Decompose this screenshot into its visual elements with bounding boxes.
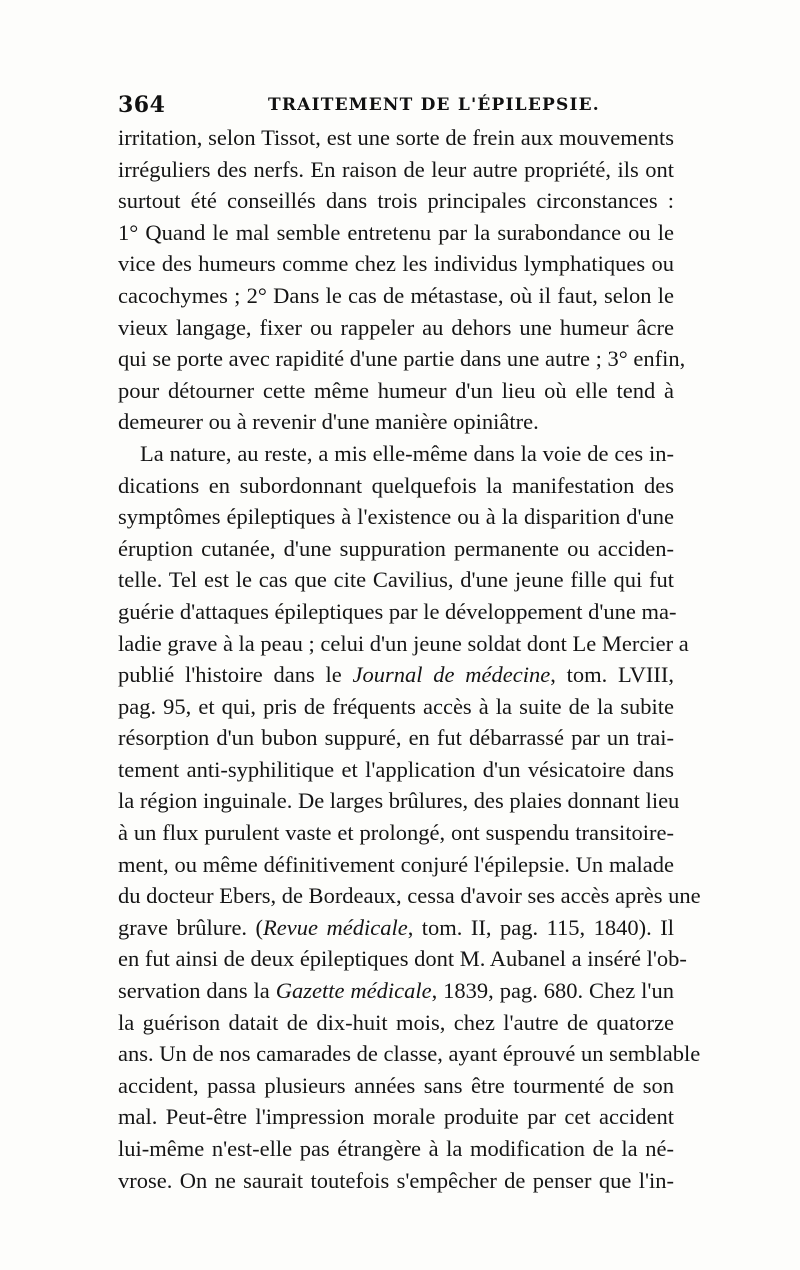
text-segment: irritation, selon Tissot, est une sorte de frein aux mouvements bbox=[118, 125, 674, 150]
text-line bbox=[118, 280, 674, 312]
text-line bbox=[118, 217, 674, 249]
text-segment: , tom. II, pag. 115, 1840). Il bbox=[407, 914, 674, 940]
text-segment: vrose. On ne saurait toutefois s'empêcher de penser que l'in- bbox=[118, 1167, 674, 1193]
text-segment: grave brûlure. ( bbox=[118, 914, 264, 940]
text-line bbox=[118, 122, 674, 154]
text-line bbox=[118, 754, 674, 786]
text-segment: ans. Un de nos camarades de classe, ayant éprouvé un semblable bbox=[118, 1041, 701, 1067]
text-line bbox=[118, 628, 689, 660]
text-segment: lui-même n'est-elle pas étrangère à la modification de la né- bbox=[118, 1136, 674, 1161]
text-line bbox=[118, 849, 674, 881]
text-segment: dications en subordonnant quelquefois la manifestation des bbox=[118, 472, 674, 498]
text-segment: tement anti-syphilitique et l'application d'un vésicatoire dans bbox=[118, 756, 674, 782]
text-line bbox=[118, 817, 674, 849]
text-line bbox=[118, 1007, 674, 1039]
text-segment: symptômes épileptiques à l'existence ou à la disparition d'une bbox=[118, 504, 674, 530]
text-segment: vieux langage, fixer ou rappeler au dehors une humeur âcre bbox=[118, 314, 674, 340]
text-line bbox=[118, 501, 674, 533]
text-line bbox=[118, 1101, 674, 1133]
text-segment: 1° Quand le mal semble entretenu par la surabondance ou le bbox=[118, 219, 674, 245]
text-segment: pour détourner cette même humeur d'un lieu où elle tend à bbox=[118, 377, 674, 403]
text-line bbox=[118, 438, 674, 470]
text-segment: mal. Peut-être l'impression morale produite par cet accident bbox=[118, 1104, 674, 1130]
text-line bbox=[118, 1133, 674, 1165]
text-segment: du docteur Ebers, de Bordeaux, cessa d'avoir ses accès après une bbox=[118, 883, 701, 909]
page-header bbox=[118, 92, 674, 120]
text-segment: ment, ou même définitivement conjuré l'épilepsie. Un malade bbox=[118, 851, 674, 877]
text-segment: résorption d'un bubon suppuré, en fut débarrassé par un trai- bbox=[118, 725, 674, 751]
text-line bbox=[118, 1070, 674, 1102]
text-line bbox=[118, 1038, 701, 1070]
text-segment: cacochymes ; 2° Dans le cas de métastase, où il faut, selon le bbox=[118, 282, 674, 308]
text-segment: pag. 95, et qui, pris de fréquents accès à la suite de la subite bbox=[118, 693, 674, 719]
text-line bbox=[118, 248, 674, 280]
text-segment: éruption cutanée, d'une suppuration permanente ou acciden- bbox=[118, 535, 674, 561]
text-line bbox=[118, 375, 674, 407]
text-line bbox=[118, 912, 674, 944]
text-line bbox=[118, 406, 674, 438]
italic-citation: Gazette médicale bbox=[275, 978, 432, 1004]
text-line bbox=[118, 785, 680, 817]
text-line bbox=[118, 533, 674, 565]
text-line bbox=[118, 659, 674, 691]
text-segment: telle. Tel est le cas que cite Cavilius, d'une jeune fille qui fut bbox=[118, 567, 674, 593]
page-number: 364 bbox=[118, 92, 166, 118]
text-segment: en fut ainsi de deux épileptiques dont M. Aubanel a inséré l'ob- bbox=[118, 946, 687, 972]
text-segment: guérie d'attaques épileptiques par le développement d'une ma- bbox=[118, 598, 677, 624]
text-segment: ladie grave à la peau ; celui d'un jeune soldat dont Le Mercier a bbox=[118, 630, 689, 656]
text-line bbox=[118, 880, 701, 912]
text-line bbox=[118, 691, 674, 723]
text-line bbox=[118, 312, 674, 344]
text-segment: irréguliers des nerfs. En raison de leur autre propriété, ils ont bbox=[118, 156, 674, 182]
text-segment: La nature, au reste, a mis elle-même dans la voie de ces in- bbox=[140, 440, 674, 466]
text-line bbox=[118, 1165, 674, 1197]
text-segment: demeurer ou à revenir d'une manière opiniâtre. bbox=[118, 409, 539, 435]
text-line bbox=[118, 343, 686, 375]
text-segment: surtout été conseillés dans trois principales circonstances : bbox=[118, 188, 674, 214]
text-line bbox=[118, 943, 687, 975]
text-segment: vice des humeurs comme chez les individus lymphatiques ou bbox=[118, 251, 674, 277]
running-title: TRAITEMENT DE L'ÉPILEPSIE. bbox=[268, 95, 600, 115]
text-segment: à un flux purulent vaste et prolongé, ont suspendu transitoire- bbox=[118, 820, 674, 846]
text-line bbox=[118, 470, 674, 502]
body-text bbox=[118, 122, 701, 1196]
text-segment: la guérison datait de dix-huit mois, chez l'autre de quatorze bbox=[118, 1009, 674, 1035]
text-line bbox=[118, 185, 674, 217]
text-segment: publié l'histoire dans le bbox=[118, 662, 353, 688]
text-segment: servation dans la bbox=[118, 978, 276, 1004]
text-segment: , tom. LVIII, bbox=[550, 662, 674, 688]
text-line bbox=[118, 564, 674, 596]
text-line bbox=[118, 722, 674, 754]
italic-citation: Revue médicale bbox=[263, 914, 408, 940]
text-line bbox=[118, 596, 677, 628]
text-segment: , 1839, pag. 680. Chez l'un bbox=[431, 978, 674, 1004]
text-segment: la région inguinale. De larges brûlures, des plaies donnant lieu bbox=[118, 788, 680, 814]
text-segment: qui se porte avec rapidité d'une partie dans une autre ; 3° enfin, bbox=[118, 346, 686, 372]
text-line bbox=[118, 154, 674, 186]
text-segment: accident, passa plusieurs années sans être tourmenté de son bbox=[118, 1072, 674, 1098]
text-line bbox=[118, 975, 674, 1007]
italic-citation: Journal de médecine bbox=[352, 662, 551, 688]
